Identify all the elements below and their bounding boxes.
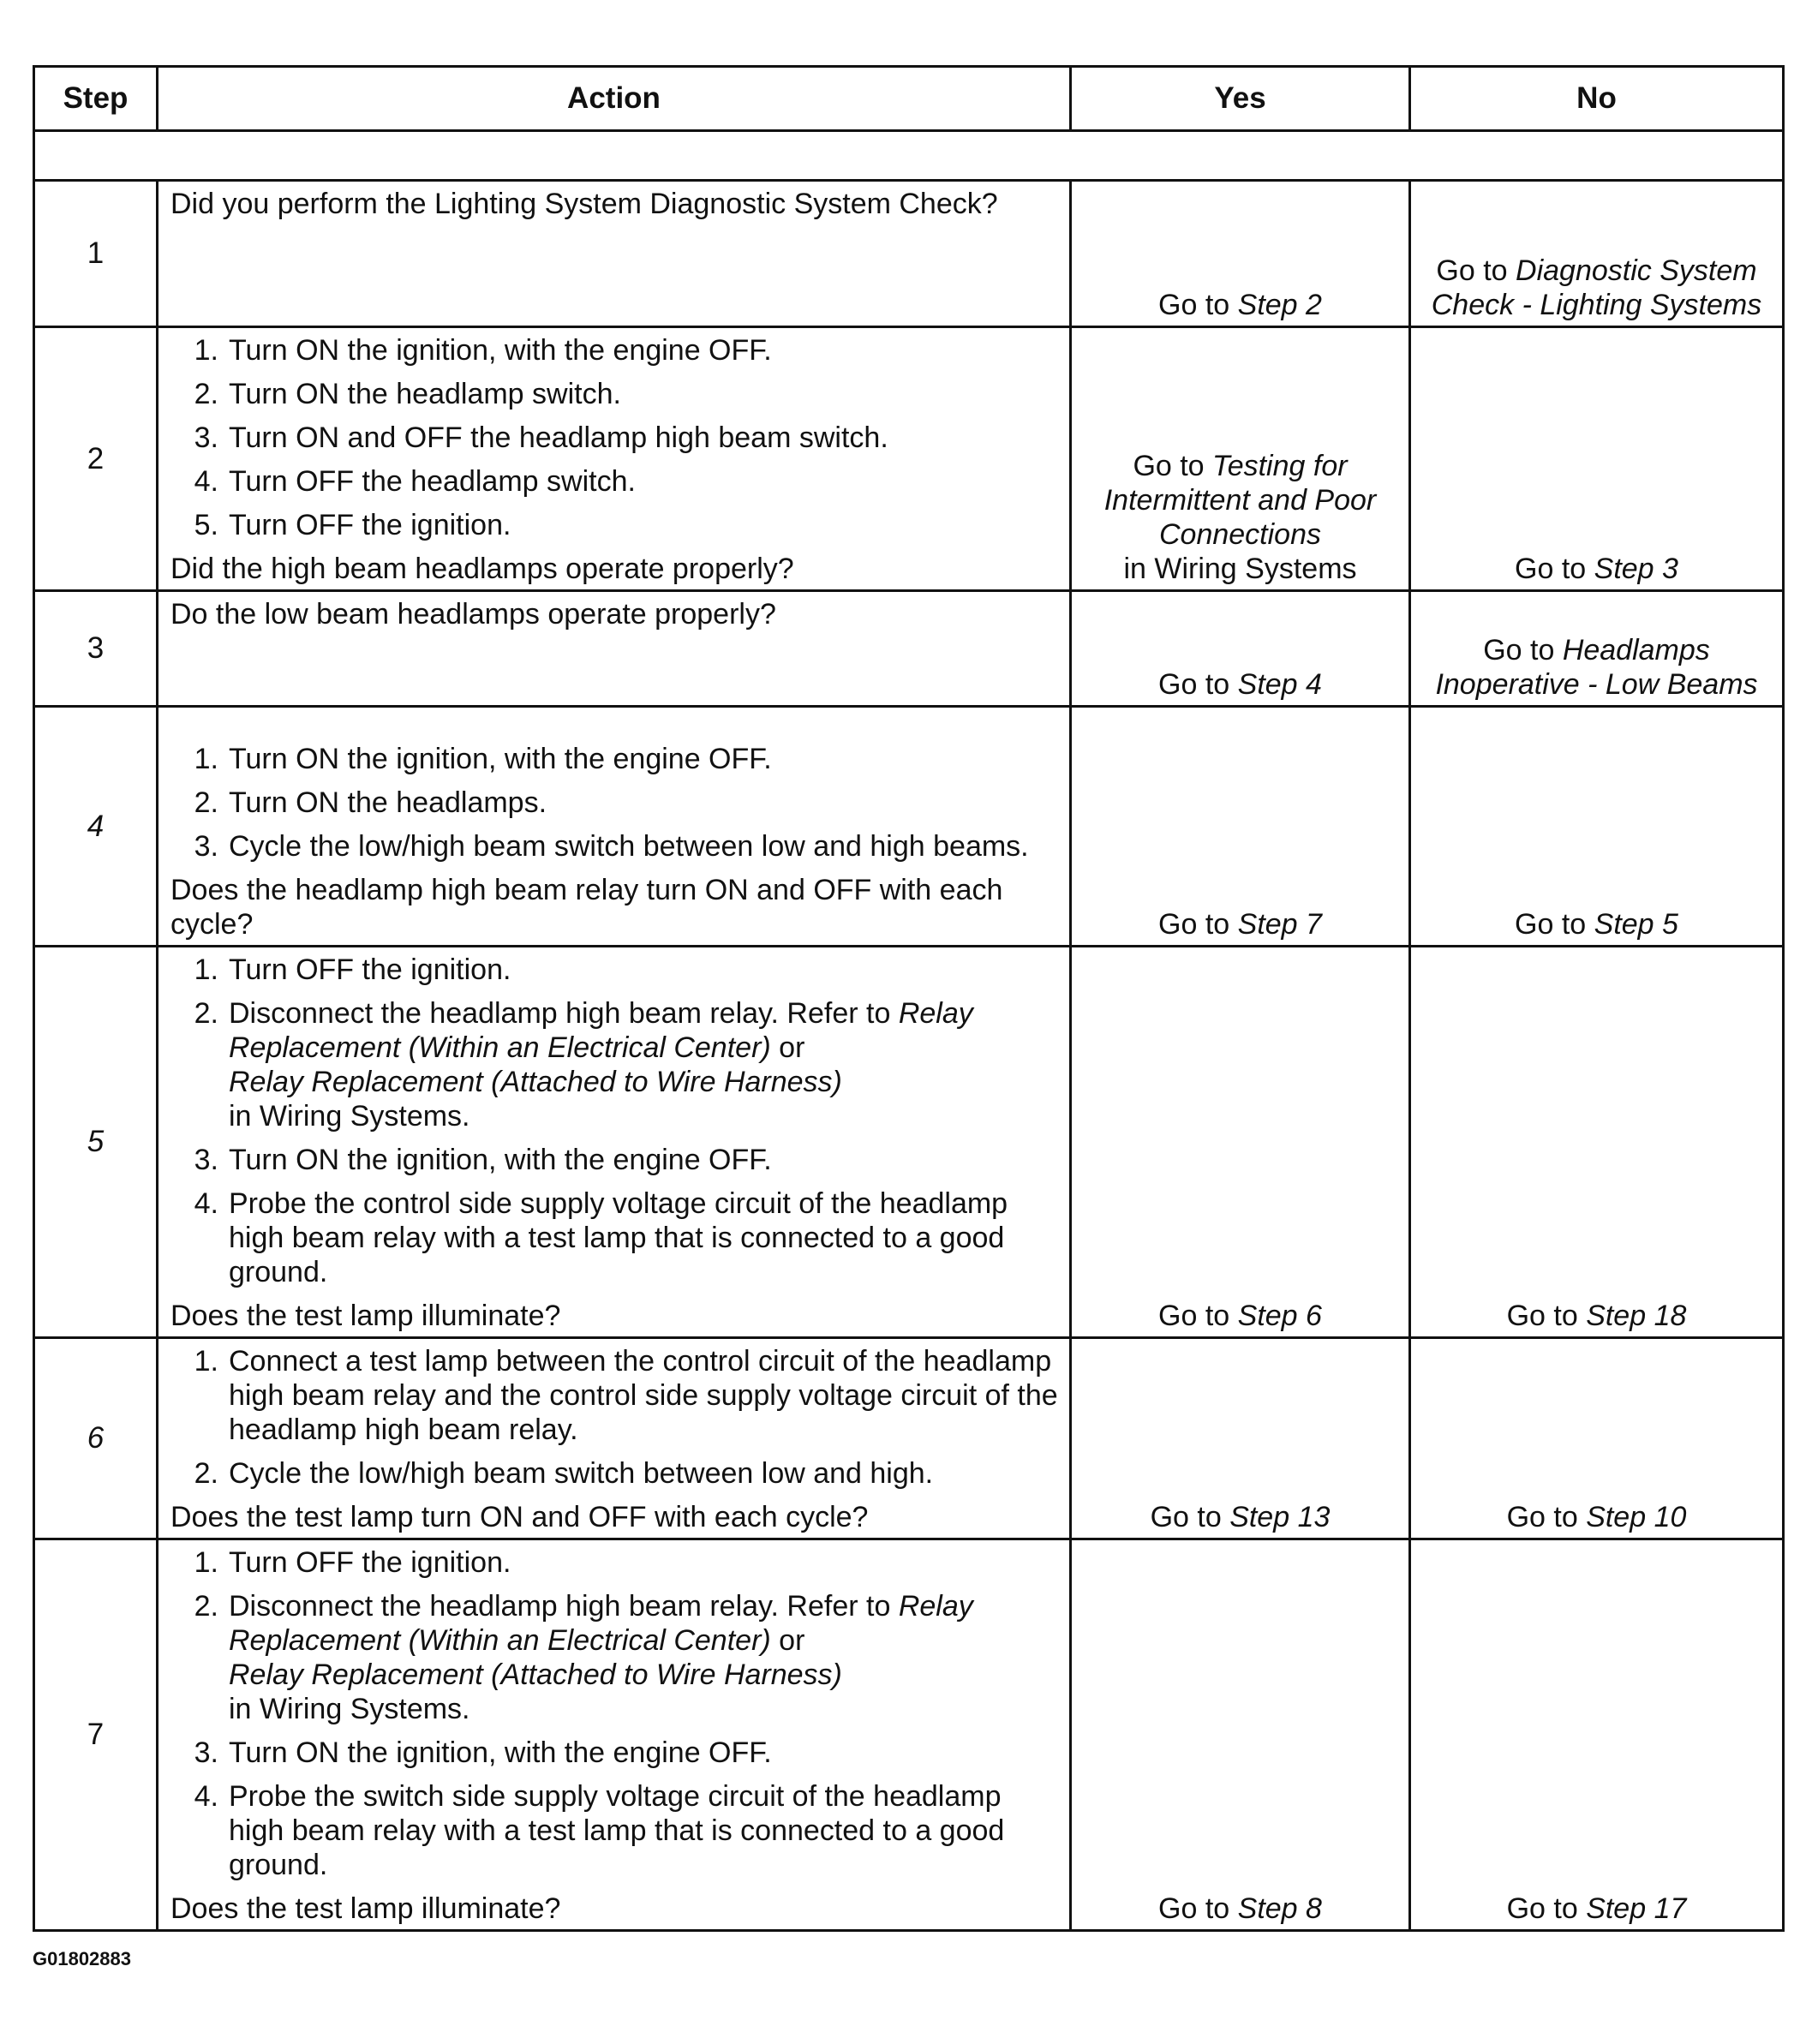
action-step	[170, 829, 1061, 864]
action-step	[170, 786, 1061, 820]
action-step-number: 3.	[194, 421, 218, 454]
action-step-number: 4.	[194, 1187, 218, 1220]
yes-reference[interactable]: Testing for Intermittent and Poor Connections	[1103, 450, 1377, 551]
action-step-text: Turn ON the ignition, with the engine OFF.	[229, 1736, 772, 1769]
action-steps-list	[170, 1545, 1061, 1882]
action-step	[170, 333, 1061, 368]
action-question: Does the test lamp illuminate?	[170, 1300, 561, 1332]
action-step	[170, 1456, 1061, 1491]
yes-cell: Go to Step 6	[1071, 947, 1410, 1338]
action-step-text: Turn ON the headlamps.	[229, 786, 547, 819]
action-step-text: Turn ON the ignition, with the engine OFF.	[229, 334, 772, 367]
action-cell	[158, 1539, 1071, 1931]
action-steps-list	[170, 742, 1061, 864]
action-step	[170, 1143, 1061, 1177]
no-cell: Go to Headlamps Inoperative - Low Beams	[1410, 591, 1784, 707]
action-step	[170, 953, 1061, 987]
yes-reference[interactable]: Step 6	[1237, 1300, 1322, 1332]
action-step-number: 2.	[194, 1590, 218, 1623]
action-question: Did you perform the Lighting System Diagnostic System Check?	[170, 188, 998, 220]
no-reference[interactable]: Step 10	[1586, 1501, 1687, 1533]
action-step	[170, 1545, 1061, 1580]
step-number: 7	[34, 1539, 158, 1931]
yes-cell: Go to Step 4	[1071, 591, 1410, 707]
action-step-number: 2.	[194, 786, 218, 819]
action-question: Does the test lamp turn ON and OFF with each cycle?	[170, 1501, 869, 1533]
header-action: Action	[158, 67, 1071, 131]
action-step	[170, 996, 1061, 1133]
action-step-number: 4.	[194, 465, 218, 498]
yes-reference[interactable]: Step 4	[1237, 668, 1322, 701]
no-reference[interactable]: Step 18	[1586, 1300, 1687, 1332]
no-cell: Go to Step 3	[1410, 327, 1784, 591]
no-cell: Go to Step 18	[1410, 947, 1784, 1338]
action-step-number: 2.	[194, 997, 218, 1030]
action-step	[170, 1344, 1061, 1447]
action-step-number: 1.	[194, 1546, 218, 1579]
step-number: 2	[34, 327, 158, 591]
action-question: Did the high beam headlamps operate properly?	[170, 553, 794, 585]
figure-id: G01802883	[33, 1948, 131, 1969]
action-question: Does the headlamp high beam relay turn ON and OFF with each cycle?	[170, 874, 1003, 941]
yes-cell: Go to Step 13	[1071, 1338, 1410, 1539]
action-step-text: Disconnect the headlamp high beam relay. Refer to Relay Replacement (Within an Electrical Center) or Relay Replacement (Attached to Wire Harness) in Wiring Systems.	[229, 1590, 973, 1725]
no-cell: Go to Diagnostic System Check - Lighting Systems	[1410, 181, 1784, 327]
action-cell	[158, 181, 1071, 327]
spacer-row	[34, 131, 1784, 181]
reference-link[interactable]: Relay Replacement (Within an Electrical Center)	[229, 1590, 973, 1657]
action-step	[170, 1736, 1061, 1770]
action-cell	[158, 947, 1071, 1338]
step-row	[34, 1539, 1784, 1931]
action-step-text: Cycle the low/high beam switch between low and high beams.	[229, 830, 1029, 863]
action-step-text: Turn ON and OFF the headlamp high beam switch.	[229, 421, 888, 454]
no-cell: Go to Step 5	[1410, 707, 1784, 947]
action-step-number: 3.	[194, 1736, 218, 1769]
yes-cell: Go to Step 2	[1071, 181, 1410, 327]
action-step	[170, 742, 1061, 776]
action-step	[170, 421, 1061, 455]
header-no: No	[1410, 67, 1784, 131]
reference-link[interactable]: Relay Replacement (Within an Electrical Center)	[229, 997, 973, 1064]
action-step-number: 1.	[194, 743, 218, 775]
action-step	[170, 508, 1061, 542]
no-reference[interactable]: Step 3	[1594, 553, 1678, 585]
step-row	[34, 707, 1784, 947]
action-step-number: 3.	[194, 1144, 218, 1176]
action-step-number: 2.	[194, 378, 218, 410]
action-step-number: 1.	[194, 334, 218, 367]
no-cell: Go to Step 17	[1410, 1539, 1784, 1931]
yes-cell: Go to Step 7	[1071, 707, 1410, 947]
action-step-text: Turn OFF the ignition.	[229, 953, 511, 986]
step-row	[34, 947, 1784, 1338]
no-reference[interactable]: Step 17	[1586, 1892, 1687, 1925]
action-step-number: 1.	[194, 953, 218, 986]
action-step-text: Cycle the low/high beam switch between low and high.	[229, 1457, 934, 1490]
action-step-text: Probe the control side supply voltage circuit of the headlamp high beam relay with a test lamp that is connected to a good ground.	[229, 1187, 1008, 1288]
action-step	[170, 1779, 1061, 1882]
action-step-text: Disconnect the headlamp high beam relay. Refer to Relay Replacement (Within an Electrical Center) or Relay Replacement (Attached to Wire Harness) in Wiring Systems.	[229, 997, 973, 1133]
action-step-number: 2.	[194, 1457, 218, 1490]
action-steps-list	[170, 1344, 1061, 1491]
yes-reference[interactable]: Step 13	[1229, 1501, 1331, 1533]
diagnostic-table	[33, 65, 1785, 1932]
step-row	[34, 181, 1784, 327]
yes-reference[interactable]: Step 2	[1237, 289, 1322, 321]
action-steps-list	[170, 953, 1061, 1289]
step-row	[34, 1338, 1784, 1539]
step-row	[34, 591, 1784, 707]
action-cell	[158, 591, 1071, 707]
action-step-number: 5.	[194, 509, 218, 541]
action-question: Do the low beam headlamps operate properly?	[170, 598, 776, 631]
action-step-number: 4.	[194, 1780, 218, 1813]
action-step-number: 1.	[194, 1345, 218, 1378]
action-question: Does the test lamp illuminate?	[170, 1892, 561, 1925]
header-step: Step	[34, 67, 158, 131]
action-step	[170, 464, 1061, 499]
step-number: 6	[34, 1338, 158, 1539]
action-step	[170, 1589, 1061, 1726]
step-number: 1	[34, 181, 158, 327]
action-step	[170, 1186, 1061, 1289]
action-cell	[158, 1338, 1071, 1539]
action-cell	[158, 707, 1071, 947]
action-step-text: Turn OFF the headlamp switch.	[229, 465, 636, 498]
action-steps-list	[170, 333, 1061, 542]
action-cell	[158, 327, 1071, 591]
action-step-text: Turn ON the ignition, with the engine OFF.	[229, 1144, 772, 1176]
step-number: 4	[34, 707, 158, 947]
no-cell: Go to Step 10	[1410, 1338, 1784, 1539]
yes-cell: Go to Testing for Intermittent and Poor Connections in Wiring Systems	[1071, 327, 1410, 591]
action-step-text: Turn OFF the ignition.	[229, 1546, 511, 1579]
reference-link[interactable]: Relay Replacement (Attached to Wire Harness)	[229, 1066, 842, 1098]
yes-cell: Go to Step 8	[1071, 1539, 1410, 1931]
action-step-number: 3.	[194, 830, 218, 863]
yes-reference[interactable]: Step 7	[1237, 908, 1322, 941]
action-step-text: Connect a test lamp between the control circuit of the headlamp high beam relay and the control side supply voltage circuit of the headlamp high beam relay.	[229, 1345, 1058, 1446]
action-step-text: Probe the switch side supply voltage circuit of the headlamp high beam relay with a test lamp that is connected to a good ground.	[229, 1780, 1005, 1881]
action-step-text: Turn ON the ignition, with the engine OFF.	[229, 743, 772, 775]
no-reference[interactable]: Step 5	[1594, 908, 1678, 941]
step-row	[34, 327, 1784, 591]
action-step-text: Turn OFF the ignition.	[229, 509, 511, 541]
step-number: 5	[34, 947, 158, 1338]
no-reference[interactable]: Headlamps Inoperative - Low Beams	[1435, 634, 1758, 701]
step-number: 3	[34, 591, 158, 707]
yes-reference[interactable]: Step 8	[1237, 1892, 1322, 1925]
reference-link[interactable]: Relay Replacement (Attached to Wire Harness)	[229, 1659, 842, 1691]
header-yes: Yes	[1071, 67, 1410, 131]
no-reference[interactable]: Diagnostic System Check - Lighting Systems	[1431, 254, 1762, 321]
header-row	[34, 67, 1784, 131]
action-step	[170, 377, 1061, 411]
action-step-text: Turn ON the headlamp switch.	[229, 378, 621, 410]
